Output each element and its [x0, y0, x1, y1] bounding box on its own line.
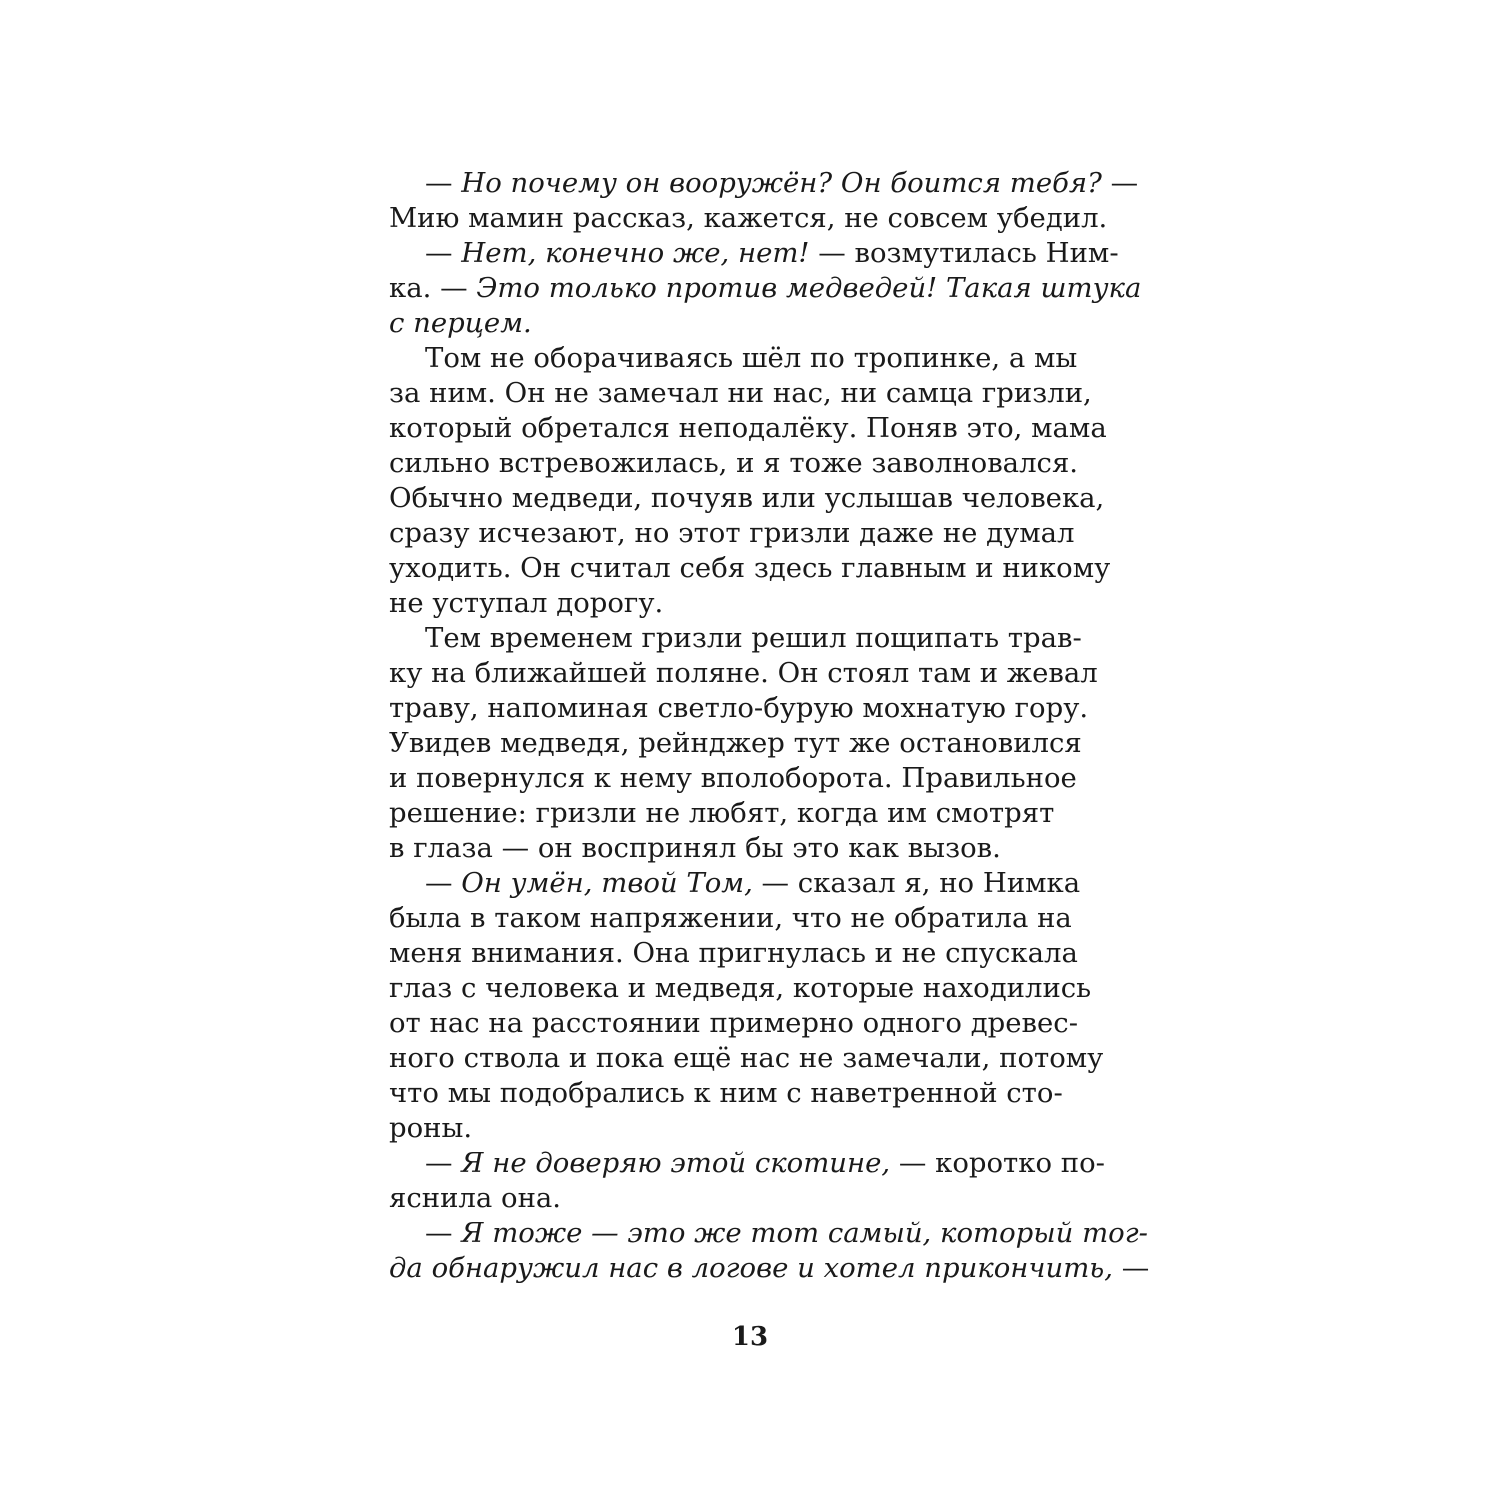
text-line: была в таком напряжении, что не обратила на: [389, 902, 1072, 934]
text-line: в глаза — он воспринял бы это как вызов.: [389, 832, 1001, 864]
text-line: Тем временем гризли решил пощипать трав-: [425, 622, 1082, 654]
text-line: решение: гризли не любят, когда им смотрят: [389, 797, 1055, 829]
text-line: роны.: [389, 1112, 473, 1144]
text-line: ку на ближайшей поляне. Он стоял там и жевал: [389, 657, 1098, 689]
text-line: — Но почему он вооружён? Он боится тебя? —: [425, 167, 1139, 199]
text-line: уходить. Он считал себя здесь главным и никому: [389, 552, 1111, 584]
body-text: [389, 166, 1150, 1286]
text-line: яснила она.: [389, 1182, 562, 1214]
text-line: сразу исчезают, но этот гризли даже не думал: [389, 517, 1075, 549]
text-line: глаз с человека и медведя, которые находились: [389, 972, 1092, 1004]
text-line: от нас на расстоянии примерно одного древес-: [389, 1007, 1078, 1039]
text-line: не уступал дорогу.: [389, 587, 664, 619]
page-number: 13: [731, 1322, 769, 1352]
text-line: Том не оборачиваясь шёл по тропинке, а мы: [425, 342, 1078, 374]
text-line: Увидев медведя, рейнджер тут же остановился: [389, 727, 1082, 759]
text-line: траву, напоминая светло-бурую мохнатую гору.: [389, 692, 1089, 724]
text-line: который обретался неподалёку. Поняв это, мама: [389, 412, 1107, 444]
text-line: — Я тоже — это же тот самый, который тог-: [425, 1217, 1148, 1249]
text-line: ного ствола и пока ещё нас не замечали, потому: [389, 1042, 1104, 1074]
text-line: — Я не доверяю этой скотине, — коротко по-: [425, 1147, 1105, 1179]
text-line: сильно встревожилась, и я тоже заволновался.: [389, 447, 1079, 479]
text-line: что мы подобрались к ним с наветренной сто-: [389, 1077, 1063, 1109]
text-line: Обычно медведи, почуяв или услышав человека,: [389, 482, 1105, 514]
text-line: с перцем.: [389, 307, 532, 339]
text-line: Мию мамин рассказ, кажется, не совсем убедил.: [389, 202, 1108, 234]
text-line: да обнаружил нас в логове и хотел прикончить, —: [389, 1252, 1150, 1284]
text-line: меня внимания. Она пригнулась и не спускала: [389, 937, 1078, 969]
text-line: и повернулся к нему вполоборота. Правильное: [389, 762, 1077, 794]
text-line: — Он умён, твой Том, — сказал я, но Нимка: [425, 867, 1081, 899]
text-line: за ним. Он не замечал ни нас, ни самца гризли,: [389, 377, 1092, 409]
text-line: ка. — Это только против медведей! Такая штука: [389, 272, 1142, 304]
text-line: — Нет, конечно же, нет! — возмутилась Ним-: [425, 237, 1119, 269]
